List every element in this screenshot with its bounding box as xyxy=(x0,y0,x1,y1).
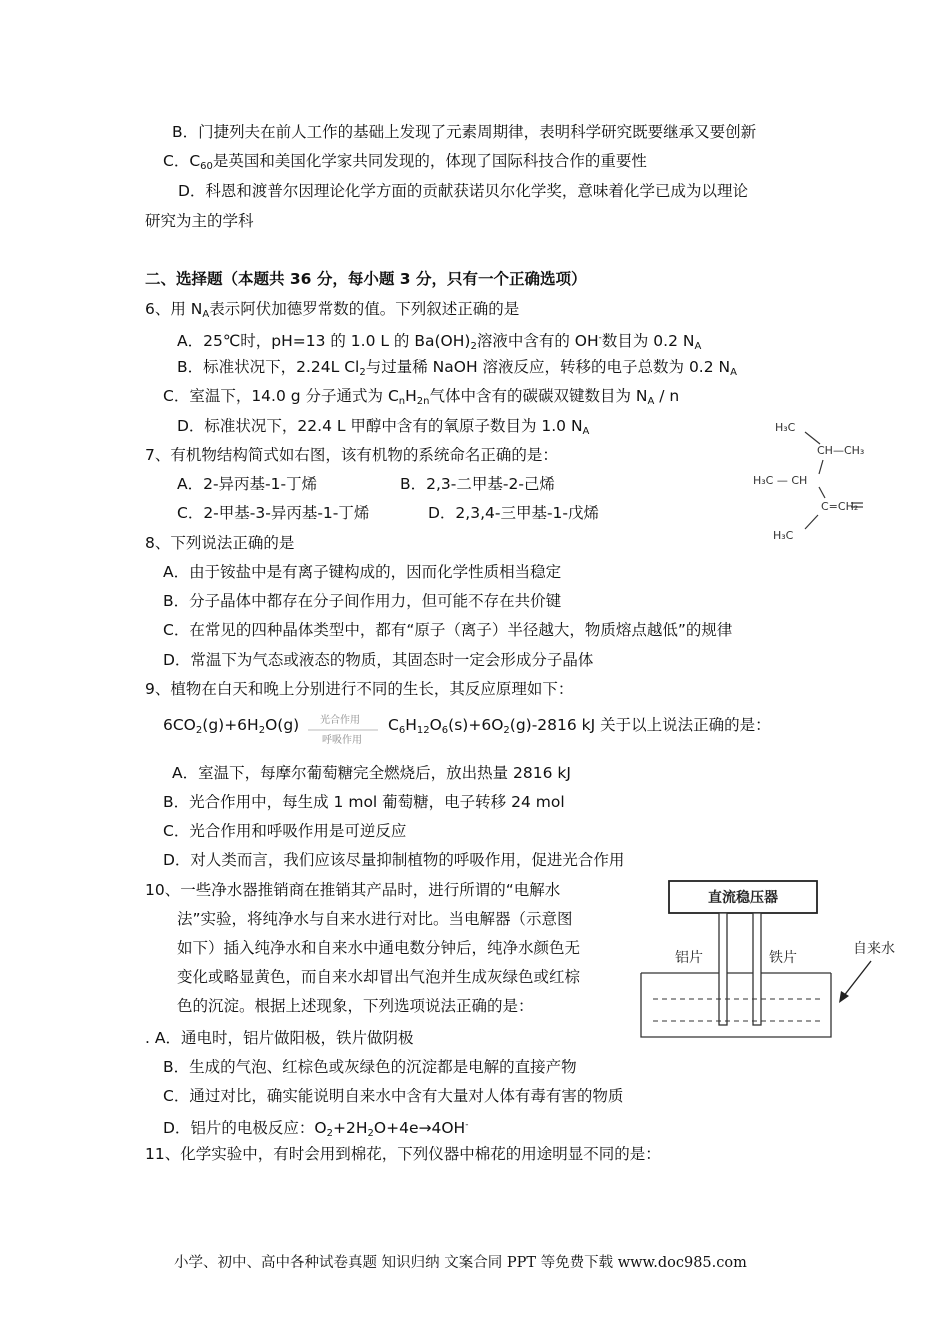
page-footer: 小学、初中、高中各种试卷真题 知识归纳 文案合同 PPT 等免费下载 www.doc985.com xyxy=(174,1255,747,1271)
q6-option-b: B．标准状况下，2.24L $Cl_2$与过量稀 NaOH 溶液反应，转移的电子总数为 0.2 $N_A$ xyxy=(177,358,737,378)
q8-option-d: D．常温下为气态或液态的物质，其固态时一定会形成分子晶体 xyxy=(163,651,594,669)
q5-option-d: D．科恩和渡普尔因理论化学方面的贡献获诺贝尔化学奖，意味着化学已成为以理论 xyxy=(178,182,748,200)
q10-option-a: . A．通电时，铝片做阳极，铁片做阴极 xyxy=(145,1029,414,1047)
tap-water-label: 自来水 xyxy=(853,941,895,957)
q10-electrolysis-diagram xyxy=(635,875,915,1045)
q9-equation-right: $C_6H_{12}O_6(s)+6O_2(g)-2816$ kJ 关于以上说法正确的是： xyxy=(388,716,771,736)
struct-ch-ch3: CH—CH₃ xyxy=(817,444,865,457)
q6-stem: 6、用 $N_A$表示阿伏加德罗常数的值。下列叙述正确的是 xyxy=(145,300,520,320)
power-supply-label: 直流稳压器 xyxy=(708,890,778,906)
arrow-label-photosynthesis: 光合作用 xyxy=(320,715,360,726)
q8-option-b: B．分子晶体中都存在分子间作用力，但可能不存在共价键 xyxy=(163,592,562,610)
arrow-label-respiration: 呼吸作用 xyxy=(322,735,362,746)
struct-h3c-bottom: H₃C xyxy=(773,529,794,542)
q5-option-c: C．$C_{60}$是英国和美国化学家共同发现的，体现了国际科技合作的重要性 xyxy=(163,152,647,172)
q7-option-b: B．2,3-二甲基-2-己烯 xyxy=(400,475,555,493)
q7-structure-diagram xyxy=(745,412,885,548)
q9-reaction-arrow xyxy=(306,713,382,747)
q9-option-a: A．室温下，每摩尔葡萄糖完全燃烧后，放出热量 2816 kJ xyxy=(172,764,571,782)
section-heading: 二、选择题（本题共 36 分，每小题 3 分，只有一个正确选项） xyxy=(145,270,587,288)
iron-electrode-label: 铁片 xyxy=(769,950,797,966)
q7-stem: 7、有机物结构简式如右图，该有机物的系统命名正确的是： xyxy=(145,446,558,464)
q5-option-b: B．门捷列夫在前人工作的基础上发现了元素周期律，表明科学研究既要继承又要创新 xyxy=(172,123,757,141)
q11-stem: 11、化学实验中，有时会用到棉花，下列仪器中棉花的用途明显不同的是： xyxy=(145,1145,661,1163)
q8-stem: 8、下列说法正确的是 xyxy=(145,534,295,552)
q8-option-c: C．在常见的四种晶体类型中，都有“原子（离子）半径越大，物质熔点越低”的规律 xyxy=(163,621,733,639)
q10-option-d: D．铝片的电极反应：$O_2+2H_2O+4e\to 4OH^-$ xyxy=(163,1119,469,1139)
q10-stem-3: 如下）插入纯净水和自来水中通电数分钟后，纯净水颜色无 xyxy=(177,939,581,957)
q6-option-a: A．25℃时，pH=13 的 1.0 L 的 $Ba(OH)_2$溶液中含有的 OH-数目为 0.2 $N_A$ xyxy=(177,332,702,352)
struct-c-ch2: C=CH₂ xyxy=(821,500,859,513)
q10-stem-5: 色的沉淀。根据上述现象，下列选项说法正确的是： xyxy=(177,997,534,1015)
q5-option-d-cont: 研究为主的学科 xyxy=(145,212,254,230)
q10-stem-2: 法”实验，将纯净水与自来水进行对比。当电解器（示意图 xyxy=(177,910,573,928)
q7-option-d: D．2,3,4-三甲基-1-戊烯 xyxy=(428,504,600,522)
q9-option-c: C．光合作用和呼吸作用是可逆反应 xyxy=(163,822,407,840)
q9-option-d: D．对人类而言，我们应该尽量抑制植物的呼吸作用，促进光合作用 xyxy=(163,851,625,869)
q9-stem: 9、植物在白天和晚上分别进行不同的生长，其反应原理如下： xyxy=(145,680,574,698)
q10-stem-4: 变化或略显黄色，而自来水却冒出气泡并生成灰绿色或红棕 xyxy=(177,968,581,986)
q10-stem-1: 10、一些净水器推销商在推销其产品时，进行所谓的“电解水 xyxy=(145,881,561,899)
struct-h3c-top: H₃C xyxy=(775,421,796,434)
aluminum-electrode-label: 铝片 xyxy=(675,950,703,966)
q7-option-c: C．2-甲基-3-异丙基-1-丁烯 xyxy=(177,504,370,522)
q9-equation-left: $6CO_2(g)+6H_2O(g)$ xyxy=(163,716,300,736)
q6-option-c: C．室温下，14.0 g 分子通式为 $C_nH_{2n}$气体中含有的碳碳双键数目为 $N_A$ / n xyxy=(163,387,680,407)
q10-option-b: B．生成的气泡、红棕色或灰绿色的沉淀都是电解的直接产物 xyxy=(163,1058,577,1076)
q9-option-b: B．光合作用中，每生成 1 mol 葡萄糖，电子转移 24 mol xyxy=(163,793,565,811)
q10-option-c: C．通过对比，确实能说明自来水中含有大量对人体有毒有害的物质 xyxy=(163,1087,624,1105)
q7-option-a: A．2-异丙基-1-丁烯 xyxy=(177,475,318,493)
q6-option-d: D．标准状况下，22.4 L 甲醇中含有的氧原子数目为 1.0 $N_A$ xyxy=(177,417,590,437)
struct-h3c-ch: H₃C — CH xyxy=(753,474,808,487)
q8-option-a: A．由于铵盐中是有离子键构成的，因而化学性质相当稳定 xyxy=(163,563,562,581)
